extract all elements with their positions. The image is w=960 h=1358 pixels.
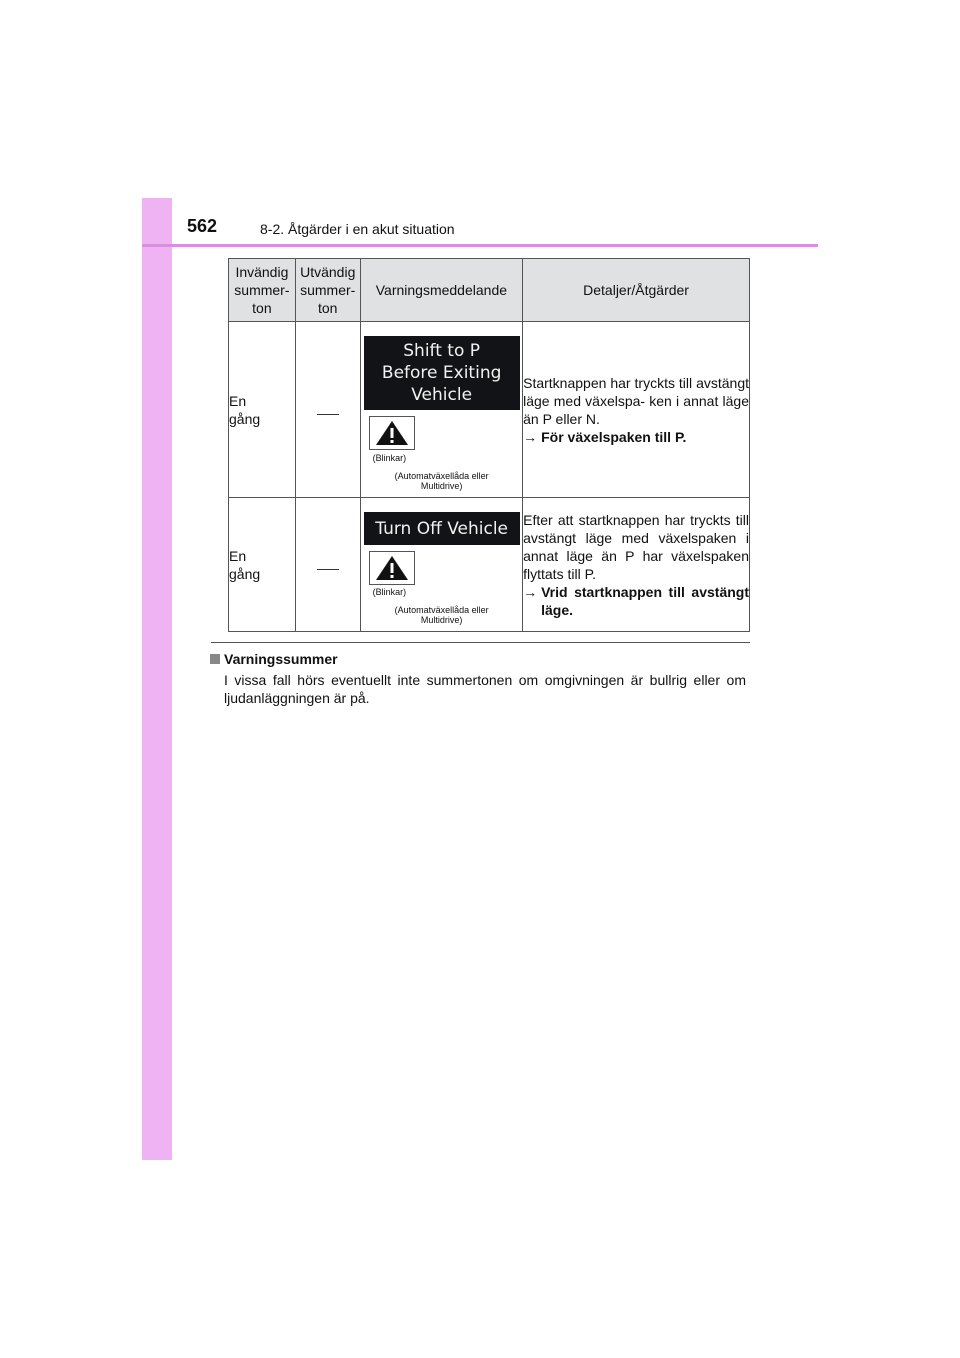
square-bullet-icon bbox=[210, 654, 220, 664]
inner-buzzer-cell bbox=[229, 498, 296, 632]
inner-buzzer-text: gång bbox=[229, 410, 261, 427]
outer-buzzer-cell bbox=[295, 498, 360, 632]
transmission-note bbox=[361, 605, 523, 625]
header-line: summer- bbox=[234, 282, 290, 298]
action-text: För växelspaken till P. bbox=[541, 428, 687, 445]
chapter-tab-sidebar bbox=[142, 198, 172, 1160]
transmission-note bbox=[361, 471, 523, 491]
dash-mark bbox=[317, 414, 339, 415]
blinking-note: (Blinkar) bbox=[372, 587, 407, 597]
header-line: Utvändig bbox=[300, 264, 356, 280]
note-title: Varningssummer bbox=[224, 651, 338, 667]
transmission-note-line: (Automatväxellåda eller bbox=[394, 605, 489, 615]
table-row bbox=[229, 498, 750, 632]
header-warning-message: Varningsmeddelande bbox=[360, 259, 522, 322]
header-rule bbox=[142, 244, 818, 247]
warning-triangle-icon-svg bbox=[374, 554, 410, 582]
table-header-row bbox=[229, 259, 750, 322]
inner-buzzer-text: En bbox=[229, 547, 247, 564]
warning-triangle-icon bbox=[369, 416, 415, 450]
table-row bbox=[229, 322, 750, 498]
header-line: Invändig bbox=[235, 264, 289, 280]
display-message-text: Shift to P Before Exiting Vehicle bbox=[381, 341, 502, 405]
warning-table bbox=[228, 258, 750, 632]
header-line: ton bbox=[252, 300, 272, 316]
message-cell bbox=[360, 498, 522, 632]
inner-buzzer-text: gång bbox=[229, 565, 261, 582]
page-number: 562 bbox=[187, 216, 218, 236]
action-text: Vrid startknappen till avstängt läge. bbox=[541, 583, 749, 618]
details-cell bbox=[523, 322, 750, 498]
arrow-icon: → bbox=[523, 428, 538, 445]
note-body: I vissa fall hörs eventuellt inte summertonen om omgivningen är bullrig eller om ljudanläggningen är på. bbox=[224, 672, 746, 706]
display-message-text: Turn Off Vehicle bbox=[375, 518, 509, 539]
action-line bbox=[523, 428, 749, 446]
warning-triangle-icon bbox=[369, 551, 415, 585]
display-message-screen bbox=[364, 336, 520, 410]
header-outer-buzzer bbox=[295, 259, 360, 322]
header-inner-buzzer bbox=[229, 259, 296, 322]
action-line bbox=[523, 583, 749, 619]
transmission-note-line: Multidrive) bbox=[420, 481, 463, 491]
details-cell bbox=[523, 498, 750, 632]
display-message-screen bbox=[364, 512, 520, 545]
transmission-note-line: Multidrive) bbox=[420, 615, 463, 625]
arrow-icon: → bbox=[523, 583, 538, 600]
inner-buzzer-text: En bbox=[229, 392, 247, 409]
header-details: Detaljer/Åtgärder bbox=[523, 259, 750, 322]
note-heading bbox=[210, 651, 338, 667]
header-line: ton bbox=[318, 300, 338, 316]
section-divider bbox=[211, 642, 750, 643]
details-text: Efter att startknappen har tryckts till avstängt läge med växelspaken i annat läge än P har växelspaken flyttats till P. bbox=[523, 511, 749, 582]
outer-buzzer-cell bbox=[295, 322, 360, 498]
blinking-note: (Blinkar) bbox=[372, 453, 407, 463]
chapter-title: 8-2. Åtgärder i en akut situation bbox=[260, 221, 455, 237]
header-line: summer- bbox=[300, 282, 356, 298]
message-cell bbox=[360, 322, 522, 498]
inner-buzzer-cell bbox=[229, 322, 296, 498]
details-text: Startknappen har tryckts till avstängt läge med växelspa- ken i annat läge än P eller N. bbox=[523, 374, 749, 427]
warning-triangle-icon-svg bbox=[374, 419, 410, 447]
dash-mark bbox=[317, 569, 339, 570]
transmission-note-line: (Automatväxellåda eller bbox=[394, 471, 489, 481]
